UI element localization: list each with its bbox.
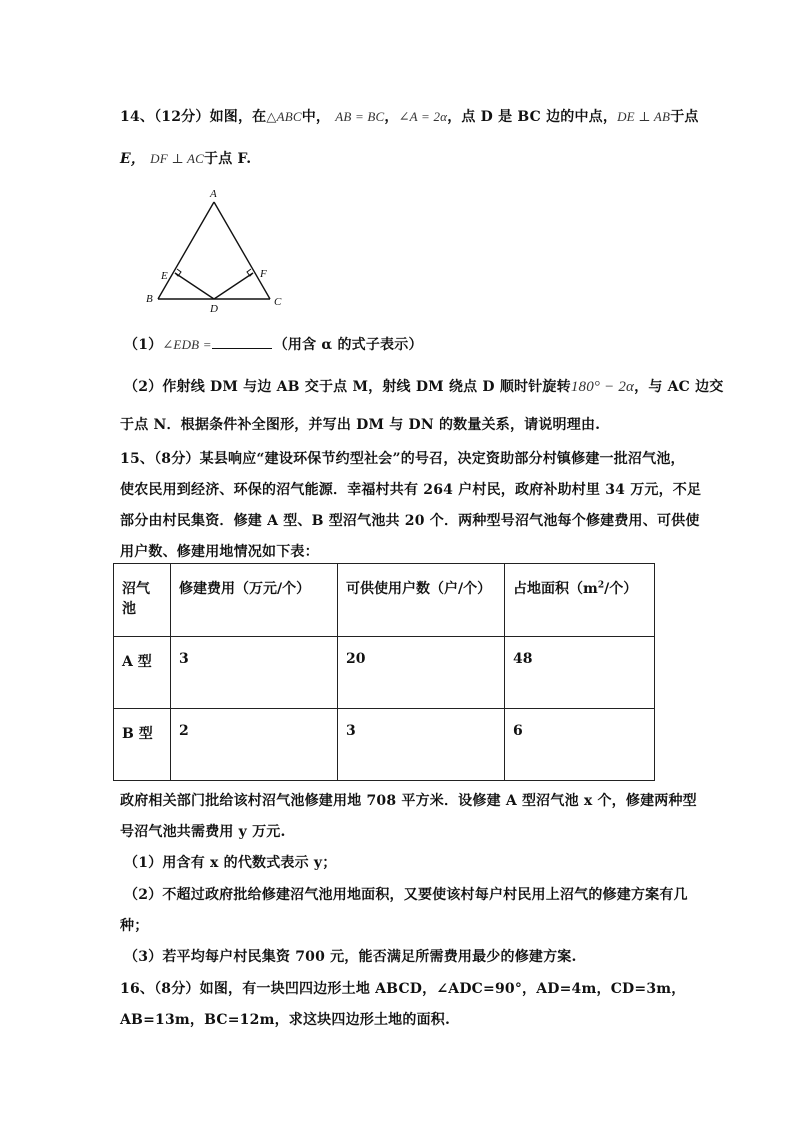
q14-p2-a: （2）作射线 DM 与边 AB 交于点 M，射线 DM 绕点 D 顺时针旋转 <box>124 379 571 395</box>
header-cell: 修建费用（万元/个） <box>171 564 338 637</box>
q15-part1: （1）用含有 x 的代数式表示 y； <box>124 855 337 871</box>
q14-head: 14、（12分）如图，在 <box>120 109 267 125</box>
q14-de-ab: DE ⊥ AB <box>617 109 671 124</box>
label-d: D <box>210 303 218 315</box>
q15-part2-line2: 种； <box>120 918 149 934</box>
segment-df <box>214 273 253 299</box>
header-cell: 沼气池 <box>114 564 171 637</box>
q14-tail1: 于点 <box>670 109 699 125</box>
label-f: F <box>260 268 267 280</box>
answer-blank[interactable] <box>212 338 272 349</box>
side-ac <box>214 202 270 299</box>
table-header-row <box>114 564 655 637</box>
q14-p1-tail: （用含 α 的式子表示） <box>273 337 423 353</box>
q14-part2-line1 <box>124 376 723 396</box>
table-cell: 3 <box>338 709 505 781</box>
q14-df-ac: DF ⊥ AC <box>150 151 204 166</box>
q14-triangle-figure <box>140 185 300 315</box>
q14-tail2: 于点 F. <box>204 151 252 167</box>
q16-line2: AB=13m，BC=12m，求这块四边形土地的面积. <box>120 1012 451 1028</box>
q15-line3: 部分由村民集资．修建 A 型、B 型沼气池共 20 个．两种型号沼气池每个修建费用、可供使 <box>120 513 700 529</box>
q15-part2-line1: （2）不超过政府批给修建沼气池用地面积，又要使该村每户村民用上沼气的修建方案有几 <box>124 887 688 903</box>
q16-line1: 16、（8分）如图，有一块凹四边形土地 ABCD，∠ADC=90°，AD=4m，CD=3m， <box>120 981 686 997</box>
q14-triangle: △ABC <box>266 109 302 124</box>
q14-angle-a: ∠A = 2α <box>398 109 448 124</box>
table-row <box>114 709 655 781</box>
q14-part2-line2: 于点 N．根据条件补全图形，并写出 DM 与 DN 的数量关系，请说明理由. <box>120 417 601 433</box>
q14-line1 <box>120 106 699 126</box>
q14-e: E， <box>120 151 146 167</box>
q14-mid1: 中， <box>301 109 331 125</box>
header-cell: 占地面积（$m^2/$个） <box>505 564 655 637</box>
side-ab <box>158 202 214 299</box>
q14-ab-bc: AB = BC <box>335 109 385 124</box>
label-b: B <box>146 293 153 305</box>
label-a: A <box>210 188 217 200</box>
q14-comma: ， <box>384 109 399 125</box>
table-cell: 2 <box>171 709 338 781</box>
q14-mid2: ，点 D 是 BC 边的中点， <box>447 109 618 125</box>
q14-p2-b: ，与 AC 边交 <box>634 379 724 395</box>
q14-p1-label: （1） <box>124 337 163 353</box>
q15-part3: （3）若平均每户村民集资 700 元，能否满足所需费用最少的修建方案. <box>124 949 577 965</box>
table-row <box>114 637 655 709</box>
table-cell: 3 <box>171 637 338 709</box>
q15-after1: 政府相关部门批给该村沼气池修建用地 708 平方米．设修建 A 型沼气池 x 个，修建两种型 <box>120 793 697 809</box>
q15-table <box>113 563 655 781</box>
table-cell: 6 <box>505 709 655 781</box>
q14-p1-math: ∠EDB = <box>162 337 212 352</box>
q14-part1 <box>124 334 423 354</box>
q14-p2-rotation: 180° − 2α <box>570 379 635 395</box>
q15-line2: 使农民用到经济、环保的沼气能源．幸福村共有 264 户村民，政府补助村里 34 万元，不足 <box>120 482 702 498</box>
table-cell: 48 <box>505 637 655 709</box>
segment-de <box>175 273 214 299</box>
q15-line1: 15、（8分）某县响应“建设环保节约型社会”的号召，决定资助部分村镇修建一批沼气池， <box>120 451 685 467</box>
table-cell: B 型 <box>114 709 171 781</box>
table-cell: 20 <box>338 637 505 709</box>
label-e: E <box>161 270 168 282</box>
header-cell: 可供使用户数（户/个） <box>338 564 505 637</box>
table-cell: A 型 <box>114 637 171 709</box>
label-c: C <box>274 296 282 308</box>
q15-after2: 号沼气池共需费用 y 万元. <box>120 824 286 840</box>
q14-line2 <box>120 148 251 168</box>
q15-line4: 用户数、修建用地情况如下表： <box>120 544 319 560</box>
